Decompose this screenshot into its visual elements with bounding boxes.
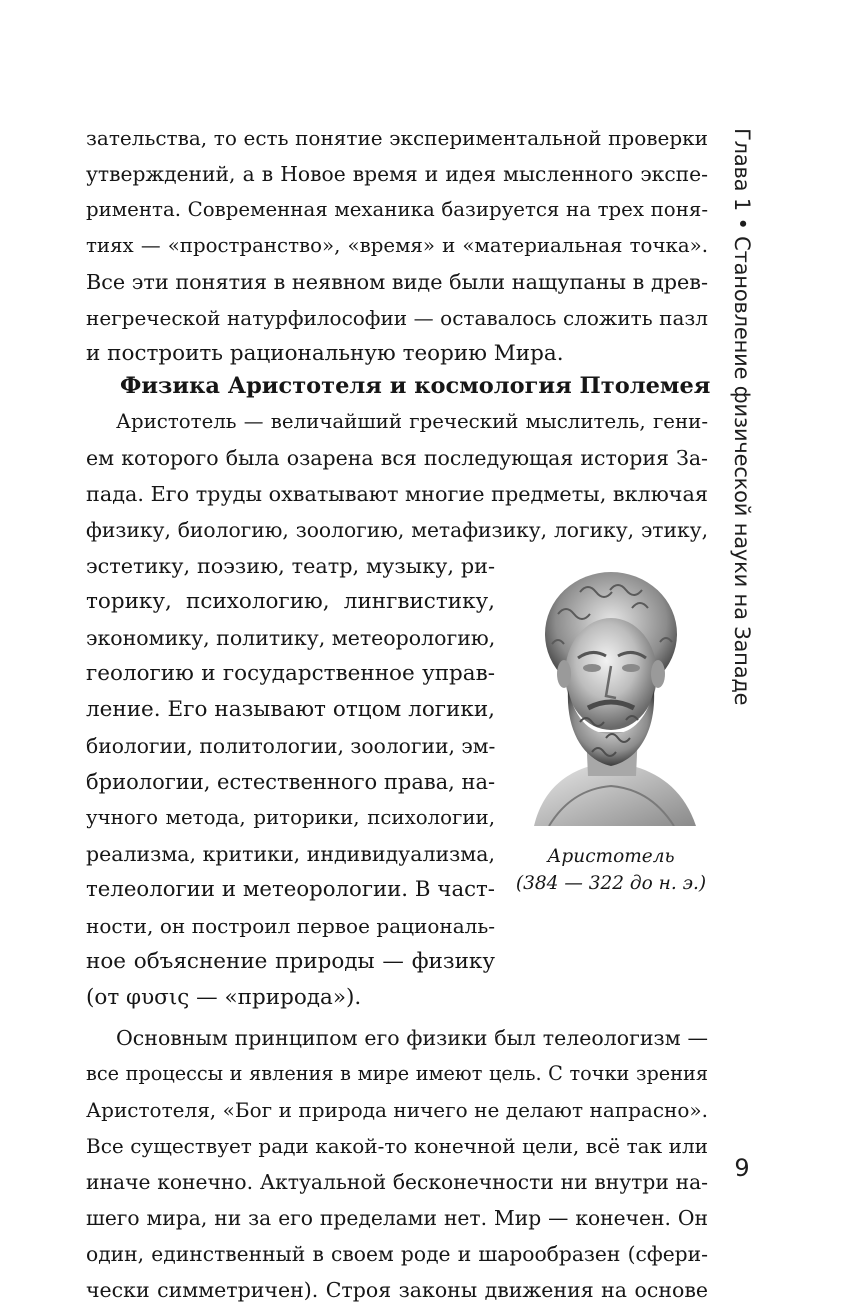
text-line: телеологии и метеорологии. В част-: [86, 877, 495, 902]
text-line: чески симметричен). Строя законы движения на основе: [86, 1278, 708, 1302]
text-line: и построить рациональную теорию Мира.: [86, 341, 564, 366]
text-line: учного метода, риторики, психологии,: [86, 806, 495, 829]
text-line: римента. Современная механика базируется на трех поня-: [86, 198, 708, 221]
text-line: зательства, то есть понятие экспериментальной проверки: [86, 126, 708, 150]
header-separator: •: [730, 217, 754, 230]
text-line: шего мира, ни за его пределами нет. Мир — конечен. Он: [86, 1206, 708, 1230]
section-heading: Физика Аристотеля и космология Птолемея: [120, 373, 711, 399]
text-line: физику, биологию, зоологию, метафизику, логику, этику,: [86, 518, 708, 542]
text-line: торику, психологию, лингвистику,: [86, 589, 495, 614]
text-line: утверждений, а в Новое время и идея мысленного экспе-: [86, 162, 708, 186]
chapter-label: Глава 1: [730, 128, 754, 211]
text-line: (от φυσις — «природа»).: [86, 985, 362, 1010]
aristotle-bust-portrait-icon: [514, 562, 708, 826]
text-line: Все существует ради какой-то конечной цели, всё так или: [86, 1134, 708, 1158]
text-line: Основным принципом его физики был телеологизм —: [116, 1026, 708, 1050]
text-line: Аристотель — величайший греческий мыслитель, гени-: [116, 410, 708, 433]
text-line: Аристотеля, «Бог и природа ничего не делают напрасно».: [86, 1098, 708, 1122]
figure-caption-dates: (384 — 322 до н. э.): [515, 873, 707, 894]
text-line: ление. Его называют отцом логики,: [86, 697, 495, 722]
text-line: биологии, политологии, зоологии, эм-: [86, 734, 496, 758]
text-line: ное объяснение природы — физику: [86, 949, 495, 974]
text-line: тиях — «пространство», «время» и «материальная точка».: [86, 234, 708, 257]
figure-caption-name: Аристотель: [547, 846, 675, 867]
text-line: ности, он построил первое рациональ-: [86, 914, 495, 938]
text-line: бриологии, естественного права, на-: [86, 770, 496, 794]
text-line: все процессы и явления в мире имеют цель. С точки зрения: [86, 1062, 708, 1085]
text-line: один, единственный в своем роде и шарообразен (сфери-: [86, 1242, 708, 1266]
chapter-title: Становление физической науки на Западе: [730, 236, 754, 706]
text-line: реализма, критики, индивидуализма,: [86, 842, 495, 866]
text-line: Все эти понятия в неявном виде были нащупаны в древ-: [86, 270, 708, 294]
text-line: геологию и государственное управ-: [86, 661, 495, 686]
text-line: пада. Его труды охватывают многие предметы, включая: [86, 482, 708, 506]
page-number: 9: [734, 1154, 750, 1182]
running-header: [727, 128, 757, 705]
text-line: негреческой натурфилософии — оставалось сложить пазл: [86, 306, 708, 330]
text-line: иначе конечно. Актуальной бесконечности ни внутри на-: [86, 1170, 708, 1194]
text-line: эстетику, поэзию, театр, музыку, ри-: [86, 554, 495, 578]
text-line: ем которого была озарена вся последующая история За-: [86, 446, 708, 470]
text-line: экономику, политику, метеорологию,: [86, 626, 496, 650]
